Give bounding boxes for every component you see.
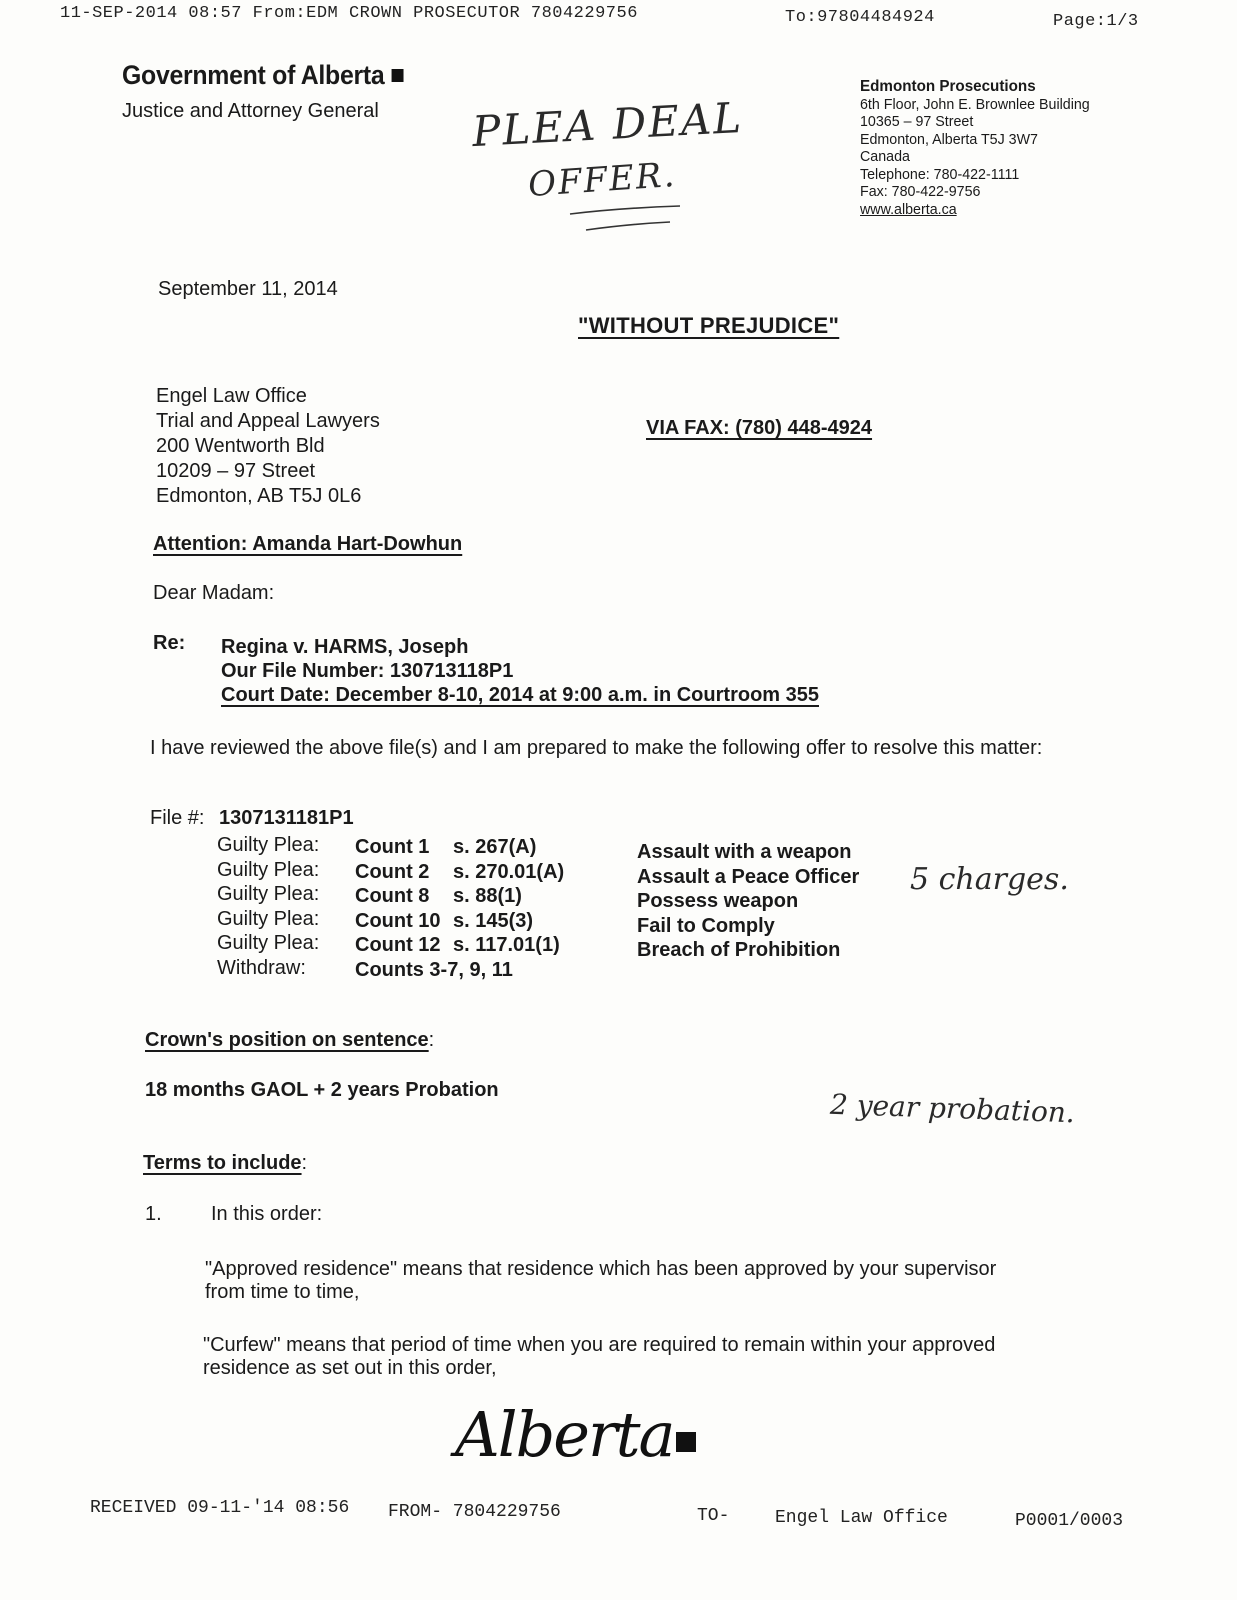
handwritten-offer: OFFER. — [526, 154, 678, 206]
term-intro: In this order: — [211, 1203, 323, 1225]
crown-position-label: Crown's position on sentence — [145, 1029, 429, 1051]
plea-section: s. 117.01(1) — [453, 934, 560, 956]
plea-count: Count 8 — [355, 885, 430, 907]
term-number: 1. — [145, 1203, 162, 1225]
office-address-block — [860, 78, 1090, 218]
plea-offence: Fail to Comply — [637, 914, 775, 937]
plea-type: Guilty Plea: — [217, 883, 320, 905]
plea-type: Guilty Plea: — [217, 834, 320, 856]
recipient-address — [156, 384, 380, 509]
attention-line: Attention: Amanda Hart-Dowhun — [153, 533, 463, 555]
fax-header-origin: 11-SEP-2014 08:57 From:EDM CROWN PROSECUTOR 7804229756 — [60, 4, 638, 23]
definition-line: "Approved residence" means that residence which has been approved by your supervisor — [205, 1258, 997, 1280]
fax-header-page: Page:1/3 — [1053, 12, 1139, 31]
terms-label: Terms to include — [143, 1152, 302, 1174]
crown-position: 18 months GAOL + 2 years Probation — [145, 1079, 499, 1101]
re-file-number: Our File Number: 130713118P1 — [221, 660, 514, 682]
definition-line: "Curfew" means that period of time when you are required to remain within your approved — [203, 1334, 996, 1356]
crown-position-heading: Crown's position on sentence: — [145, 1029, 435, 1051]
plea-count: Count 1 — [355, 836, 430, 858]
alberta-logo — [455, 1398, 696, 1471]
plea-count: Count 10 — [355, 909, 441, 932]
recipient-line: 10209 – 97 Street — [156, 460, 316, 482]
footer-to-label: TO- — [697, 1506, 730, 1526]
plea-count: Count 2 — [355, 860, 430, 883]
without-prejudice: "WITHOUT PREJUDICE" — [578, 313, 840, 338]
footer-from: FROM- 7804229756 — [388, 1502, 561, 1522]
definition-line: residence as set out in this order, — [203, 1357, 497, 1379]
plea-offence-column — [637, 840, 859, 963]
handwritten-probation: 2 year probation. — [829, 1087, 1076, 1130]
plea-offence: Possess weapon — [637, 890, 799, 912]
handwritten-charges: 5 charges. — [910, 862, 1069, 897]
plea-offence: Assault with a weapon — [637, 841, 852, 863]
plea-table — [0, 833, 1237, 993]
footer-page: P0001/0003 — [1015, 1511, 1124, 1531]
definition-residence — [205, 1258, 996, 1304]
plea-section: s. 270.01(A) — [453, 860, 565, 883]
recipient-line: Edmonton, AB T5J 0L6 — [156, 485, 362, 507]
handwritten-plea-deal: PLEA DEAL — [470, 92, 745, 157]
letterhead-org — [122, 60, 404, 91]
re-label: Re: — [153, 632, 186, 654]
footer-to-name: Engel Law Office — [775, 1508, 948, 1528]
plea-type-column — [217, 833, 319, 980]
fax-header-to: To:97804484924 — [785, 8, 935, 27]
salutation: Dear Madam: — [153, 582, 275, 604]
office-line: Canada — [860, 148, 910, 165]
office-line: 10365 – 97 Street — [860, 113, 974, 130]
re-court-date: Court Date: December 8-10, 2014 at 9:00 a.m. in Courtroom 355 — [221, 684, 819, 706]
plea-type: Guilty Plea: — [217, 932, 320, 954]
letterhead-org-name: Government of Alberta — [122, 60, 385, 90]
plea-section: s. 88(1) — [453, 885, 522, 907]
office-website: www.alberta.ca — [860, 200, 957, 218]
file-number: 1307131181P1 — [219, 807, 354, 829]
office-line: 6th Floor, John E. Brownlee Building — [860, 95, 1090, 113]
footer-received: RECEIVED 09-11-'14 08:56 — [90, 1498, 350, 1518]
office-line: Edmonton, Alberta T5J 3W7 — [860, 130, 1038, 148]
office-name: Edmonton Prosecutions — [860, 78, 1036, 95]
definition-curfew — [203, 1334, 995, 1380]
plea-section: s. 267(A) — [453, 836, 537, 858]
recipient-line: Engel Law Office — [156, 385, 307, 407]
plea-section: s. 145(3) — [453, 909, 534, 932]
gov-square-icon — [392, 69, 404, 82]
definition-line: from time to time, — [205, 1281, 360, 1303]
plea-count: Count 12 — [355, 934, 441, 956]
handwritten-underline — [560, 200, 700, 240]
plea-offence: Assault a Peace Officer — [637, 865, 860, 888]
terms-heading: Terms to include: — [143, 1152, 308, 1174]
plea-type: Withdraw: — [217, 956, 306, 979]
plea-count: Counts 3-7, 9, 11 — [355, 958, 513, 981]
recipient-line: 200 Wentworth Bld — [156, 435, 325, 457]
file-label: File #: — [150, 807, 205, 829]
alberta-logo-text: Alberta — [455, 1398, 674, 1471]
office-line: Telephone: 780-422-1111 — [860, 165, 1020, 183]
plea-type: Guilty Plea: — [217, 858, 320, 881]
letter-date: September 11, 2014 — [158, 278, 338, 300]
recipient-line: Trial and Appeal Lawyers — [156, 410, 380, 432]
re-block — [221, 635, 819, 707]
via-fax: VIA FAX: (780) 448-4924 — [646, 417, 873, 439]
plea-type: Guilty Plea: — [217, 907, 320, 930]
plea-offence: Breach of Prohibition — [637, 939, 841, 961]
intro-paragraph: I have reviewed the above file(s) and I am prepared to make the following offer to resolve this matter: — [150, 737, 1043, 759]
plea-section-column — [453, 835, 564, 958]
re-case: Regina v. HARMS, Joseph — [221, 636, 469, 658]
letterhead-ministry: Justice and Attorney General — [122, 100, 379, 122]
logo-square-icon — [676, 1432, 696, 1452]
office-line: Fax: 780-422-9756 — [860, 183, 981, 200]
